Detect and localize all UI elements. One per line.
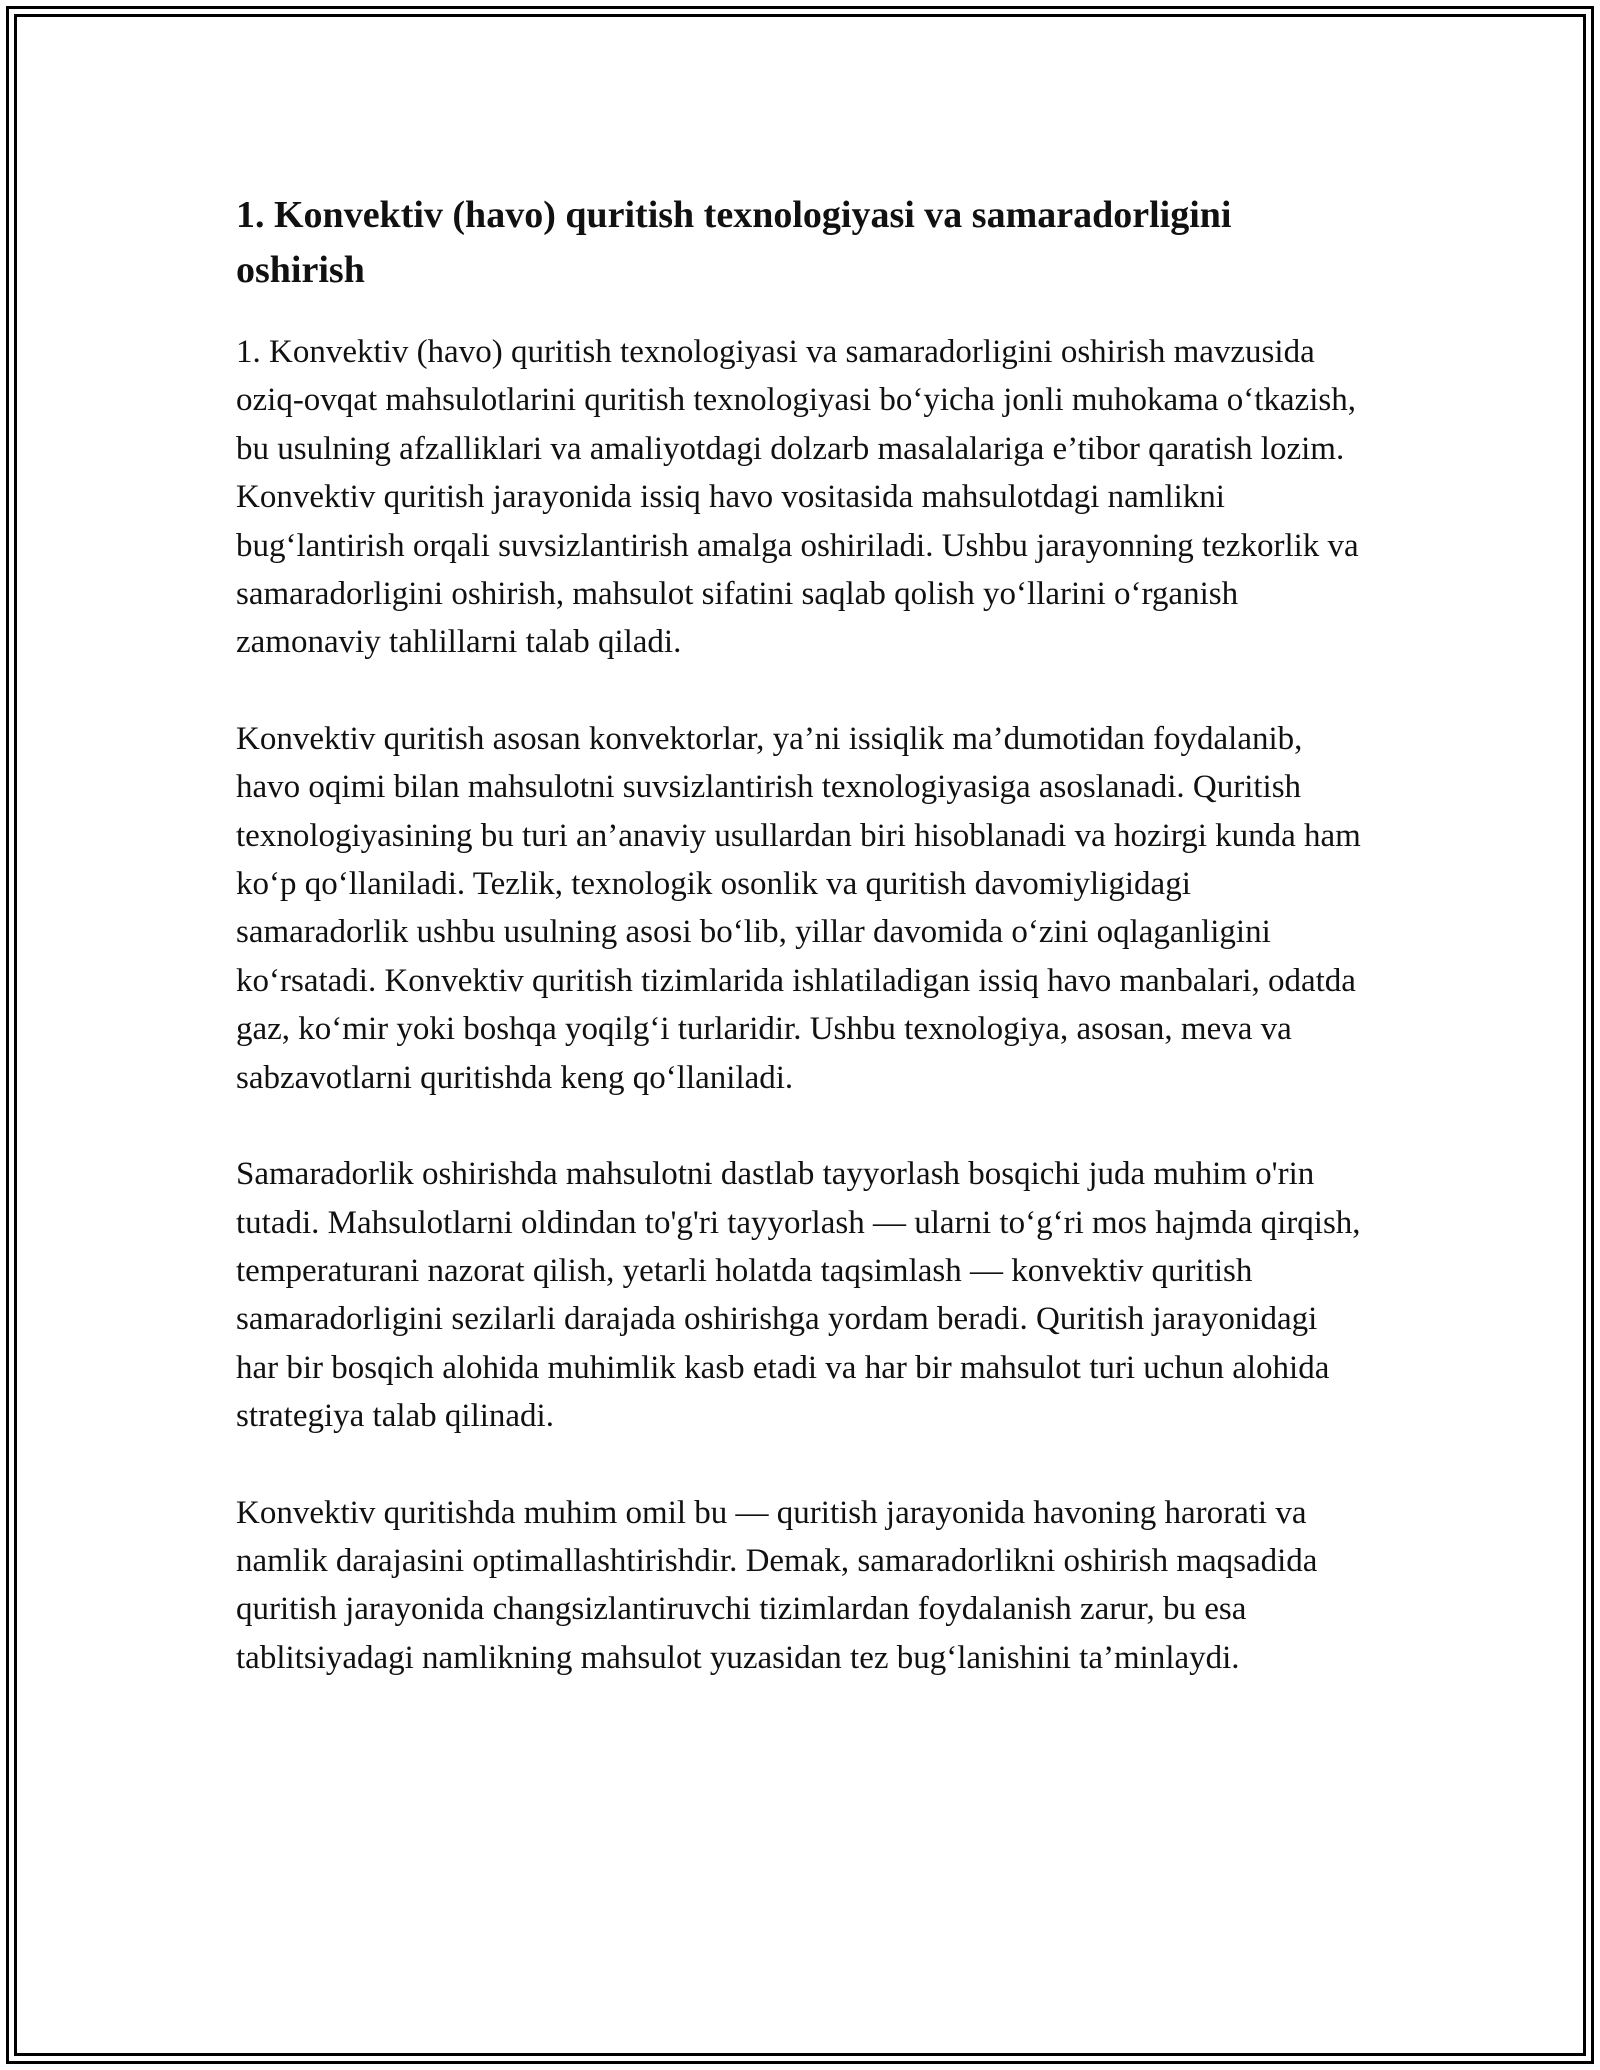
paragraph-1: 1. Konvektiv (havo) quritish texnologiyasi va samaradorligini oshirish mavzusida oziq-ovqat mahsulotlarini quritish texnologiyasi boʻyicha jonli muhokama oʻtkazish, bu usulning afzalliklari va amaliyotdagi dolzarb masalalariga e’tibor qaratish lozim. Konvektiv quritish jarayonida issiq havo vositasida mahsulotdagi namlikni bugʻlantirish orqali suvsizlantirish amalga oshiriladi. Ushbu jarayonning tezkorlik va samaradorligini oshirish, mahsulot sifatini saqlab qolish yoʻllarini oʻrganish zamonaviy tahlillarni talab qiladi.	[236, 334, 1359, 661]
document-title: 1. Konvektiv (havo) quritish texnologiyasi va samaradorligini oshirish	[236, 194, 1232, 291]
paragraph-2: Konvektiv quritish asosan konvektorlar, ya’ni issiqlik ma’dumotidan foydalanib, havo oqimi bilan mahsulotni suvsizlantirish texnologiyasiga asoslanadi. Quritish texnologiyasining bu turi an’anaviy usullardan biri hisoblanadi va hozirgi kunda ham koʻp qoʻllaniladi. Tezlik, texnologik osonlik va quritish davomiyligidagi samaradorlik ushbu usulning asosi boʻlib, yillar davomida oʻzini oqlaganligini koʻrsatadi. Konvektiv quritish tizimlarida ishlatiladigan issiq havo manbalari, odatda gaz, koʻmir yoki boshqa yoqilgʻi turlaridir. Ushbu texnologiya, asosan, meva va sabzavotlarni quritishda keng qoʻllaniladi.	[236, 720, 1361, 1096]
document-body	[236, 188, 1366, 1730]
paragraph-3: Samaradorlik oshirishda mahsulotni dastlab tayyorlash bosqichi juda muhim o'rin tutadi. Mahsulotlarni oldindan to'g'ri tayyorlash — ularni toʻgʻri mos hajmda qirqish, temperaturani nazorat qilish, yetarli holatda taqsimlash — konvektiv quritish samaradorligini sezilarli darajada oshirishga yordam beradi. Quritish jarayonidagi har bir bosqich alohida muhimlik kasb etadi va har bir mahsulot turi uchun alohida strategiya talab qilinadi.	[236, 1156, 1361, 1435]
paragraph-4: Konvektiv quritishda muhim omil bu — quritish jarayonida havoning harorati va namlik darajasini optimallashtirishdir. Demak, samaradorlikni oshirish maqsadida quritish jarayonida changsizlantiruvchi tizimlardan foydalanish zarur, bu esa tablitsiyadagi namlikning mahsulot yuzasidan tez bugʻlanishini ta’minlaydi.	[236, 1494, 1318, 1676]
